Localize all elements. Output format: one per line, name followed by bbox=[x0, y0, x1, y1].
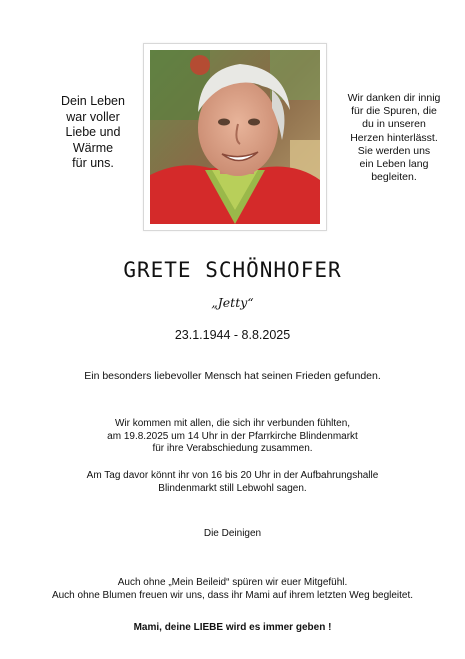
ceremony-info bbox=[0, 418, 465, 456]
ceremony-line: für ihre Verabschiedung zusammen. bbox=[152, 443, 313, 455]
right-quote-line: für die Spuren, die bbox=[351, 105, 437, 118]
condolence-note bbox=[0, 577, 465, 602]
portrait-image bbox=[150, 50, 320, 224]
life-dates: 23.1.1944 - 8.8.2025 bbox=[174, 328, 291, 342]
viewing-info bbox=[0, 470, 465, 495]
right-quote-line: begleiten. bbox=[371, 171, 417, 184]
left-quote bbox=[44, 94, 142, 172]
viewing-line: Blindenmarkt still Lebwohl sagen. bbox=[158, 482, 307, 494]
peace-statement: Ein besonders liebevoller Mensch hat seinen Frieden gefunden. bbox=[84, 370, 381, 382]
right-quote-line: Wir danken dir innig bbox=[347, 92, 441, 104]
nickname: „Jetty“ bbox=[211, 295, 254, 310]
condolence-line: Auch ohne Blumen freuen wir uns, dass ihr Mami auf ihrem letzten Weg begleitet. bbox=[51, 589, 414, 601]
right-quote-line: Herzen hinterlässt. bbox=[350, 131, 438, 144]
right-quote-line: ein Leben lang bbox=[359, 158, 429, 171]
left-quote-line: Liebe und bbox=[65, 125, 121, 139]
family-signature: Die Deinigen bbox=[203, 528, 262, 539]
ceremony-line: Wir kommen mit allen, die sich ihr verbunden fühlten, bbox=[114, 418, 351, 429]
right-quote-line: Sie werden uns bbox=[357, 144, 431, 157]
right-quote bbox=[338, 92, 450, 184]
portrait-photo bbox=[143, 43, 327, 231]
left-quote-line: Wärme bbox=[72, 140, 114, 155]
left-quote-line: für uns. bbox=[72, 156, 114, 170]
condolence-line: Auch ohne „Mein Beileid“ spüren wir euer Mitgefühl. bbox=[117, 577, 348, 588]
closing-statement: Mami, deine LIEBE wird es immer geben ! bbox=[133, 622, 332, 633]
left-quote-line: war voller bbox=[66, 109, 120, 124]
left-quote-line: Dein Leben bbox=[61, 94, 125, 108]
ceremony-line: am 19.8.2025 um 14 Uhr in der Pfarrkirche Blindenmarkt bbox=[107, 430, 358, 442]
right-quote-line: du in unseren bbox=[362, 118, 426, 131]
deceased-name: GRETE SCHÖNHOFER bbox=[123, 258, 342, 282]
viewing-line: Am Tag davor könnt ihr von 16 bis 20 Uhr in der Aufbahrungshalle bbox=[86, 470, 379, 481]
